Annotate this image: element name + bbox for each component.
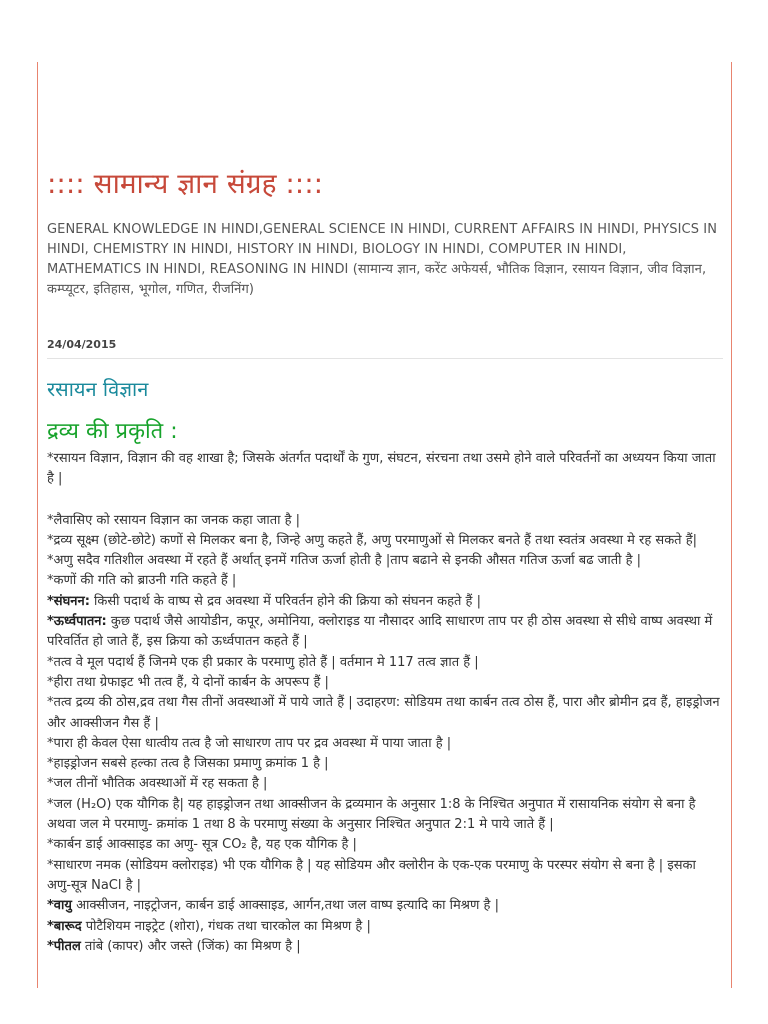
fact-line [47,896,723,916]
fact-text: *हीरा तथा ग्रेफाइट भी तत्व हैं, ये दोनों कार्बन के अपरूप हैं | [47,674,329,690]
fact-text: *द्रव्य सूक्ष्म (छोटे-छोटे) कणों से मिलकर बना है, जिन्हे अणु कहते हैं, अणु परमाणुओं से मिलकर बनते हैं तथा स्वतंत्र अवस्था मे रह सकते हैं| [47,532,698,548]
fact-line [47,937,723,957]
section-heading: द्रव्य की प्रकृति : [47,419,178,444]
fact-text: कुछ पदार्थ जैसे आयोडीन, कपूर, अमोनिया, क्लोराइड या नौसादर आदि साधारण ताप पर ही ठोस अवस्था से सीधे वाष्प अवस्था में परिवर्तित हो जाते हैं, इस क्रिया को ऊर्ध्वपातन कहते हैं | [47,614,713,650]
post-date: 24/04/2015 [47,338,723,359]
fact-text: किसी पदार्थ के वाष्प से द्रव अवस्था में परिवर्तन होने की क्रिया को संघनन कहते हैं | [89,593,481,609]
fact-line [47,612,723,653]
fact-line [47,856,723,897]
fact-text: *अणु सदैव गतिशील अवस्था में रहते हैं अर्थात् इनमें गतिज ऊर्जा होती है |ताप बढाने से इनकी औसत गतिज ऊर्जा बढ जाती है | [47,553,642,569]
fact-line [47,511,723,531]
fact-term: *ऊर्ध्वपातन: [47,614,107,630]
fact-line [47,653,723,673]
fact-line [47,734,723,754]
fact-line [47,551,723,571]
fact-term: *बारूद [47,918,82,934]
fact-term: *वायु [47,898,72,914]
fact-line [47,835,723,855]
fact-line [47,774,723,794]
site-description: GENERAL KNOWLEDGE IN HINDI,GENERAL SCIENCE IN HINDI, CURRENT AFFAIRS IN HINDI, PHYSICS IN HINDI, CHEMISTRY IN HINDI, HISTORY IN HINDI, BIOLOGY IN HINDI, COMPUTER IN HINDI, MATHEMATICS IN HINDI, REASONING IN HINDI (सामान्य ज्ञान, करेंट अफेयर्स, भौतिक विज्ञान, रसायन विज्ञान, जीव विज्ञान, कम्प्यूटर, इतिहास, भूगोल, गणित, रीजनिंग) [47,222,718,297]
fact-line [47,917,723,937]
fact-line [47,754,723,774]
site-title[interactable]: :::: सामान्य ज्ञान संग्रह :::: [47,167,324,200]
fact-text: *जल तीनों भौतिक अवस्थाओं में रह सकता है | [47,776,268,792]
right-frame-line [731,62,732,988]
post-title[interactable]: रसायन विज्ञान [47,377,149,401]
fact-text: *कार्बन डाई आक्साइड का अणु- सूत्र CO₂ है, यह एक यौगिक है | [47,837,357,853]
fact-text: *पारा ही केवल ऐसा धात्वीय तत्व है जो साधारण ताप पर द्रव अवस्था में पाया जाता है | [47,735,452,751]
fact-line [47,673,723,693]
fact-term: *संघनन: [47,593,90,609]
fact-line [47,592,723,612]
fact-text: पोटैशियम नाइट्रेट (शोरा), गंधक तथा चारकोल का मिश्रण है | [81,918,371,934]
fact-term: *पीतल [47,938,81,954]
fact-line [47,571,723,591]
fact-line [47,795,723,836]
fact-text: *कणों की गति को ब्राउनी गति कहते हैं | [47,573,237,589]
fact-text: *लैवासिए को रसायन विज्ञान का जनक कहा जाता है | [47,512,301,528]
fact-text: आक्सीजन, नाइट्रोजन, कार्बन डाई आक्साइड, आर्गन,तथा जल वाष्प इत्यादि का मिश्रण है | [71,898,499,914]
fact-line [47,693,723,734]
fact-text: *तत्व द्रव्य की ठोस,द्रव तथा गैस तीनों अवस्थाओं में पाये जाते हैं | उदाहरण: सोडियम तथा कार्बन तत्व ठोस हैं, पारा और ब्रोमीन द्रव हैं, हाइड्रोजन और आक्सीजन गैस हैं | [47,695,720,731]
fact-text: तांबे (कापर) और जस्ते (जिंक) का मिश्रण है | [80,938,301,954]
fact-text: *साधारण नमक (सोडियम क्लोराइड) भी एक यौगिक है | यह सोडियम और क्लोरीन के एक-एक परमाणु के परस्पर संयोग से बना है | इसका अणु-सूत्र NaCl है | [47,857,696,893]
facts-list [47,511,723,958]
left-frame-line [37,62,38,988]
fact-text: *हाइड्रोजन सबसे हल्का तत्व है जिसका प्रमाणु क्रमांक 1 है | [47,756,329,772]
main-content [47,166,723,957]
fact-text: *तत्व वे मूल पदार्थ हैं जिनमे एक ही प्रकार के परमाणु होते हैं | वर्तमान मे 117 तत्व ज्ञात हैं | [47,654,479,670]
fact-text: *जल (H₂O) एक यौगिक है| यह हाइड्रोजन तथा आक्सीजन के द्रव्यमान के अनुसार 1:8 के निश्चित अनुपात में रासायनिक संयोग से बना है अथवा जल मे परमाणु- क्रमांक 1 तथा 8 के परमाणु संख्या के अनुसार निश्चित अनुपात 2:1 मे पाये जाते हैं | [47,796,696,833]
intro-paragraph: *रसायन विज्ञान, विज्ञान की वह शाखा है; जिसके अंतर्गत पदार्थों के गुण, संघटन, संरचना तथा उसमे होने वाले परिवर्तनों का अध्ययन किया जाता है | [47,451,716,487]
fact-line [47,531,723,551]
